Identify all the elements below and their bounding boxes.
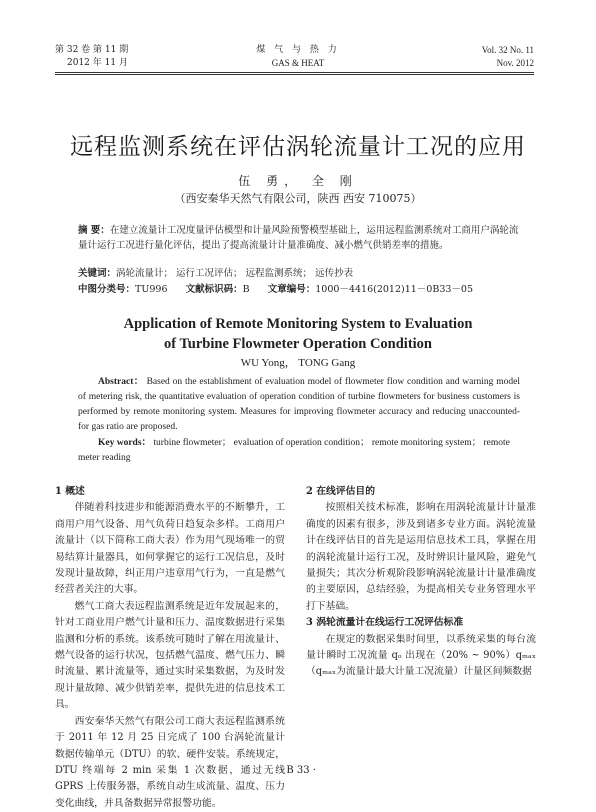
abstract-en-label: Abstract： — [98, 377, 144, 387]
section-1-para-3: 西安秦华天然气有限公司工商大表远程监测系统于 2011 年 12 月 25 日完成了 100 台涡轮流量计数据传输单元（DTU）的软、硬件安装。系统规定，DTU 终端每 2 min 采集 1 次数据，通过无线 GPRS 上传服务器，系统自动生成流量、温度、压力变化曲线，并具备数据异常报警功能。 — [55, 715, 285, 809]
article-no-label: 文章编号： — [267, 284, 316, 295]
body-column-right — [306, 484, 536, 681]
header-journal-cn: 煤 气 与 热 力 — [256, 45, 340, 55]
header-rule-bottom — [55, 74, 534, 75]
section-1-title: 1 概述 — [55, 486, 85, 497]
keywords-en-label: Key words： — [98, 438, 152, 448]
authors-en: WU Yong， TONG Gang — [240, 357, 356, 369]
clc-label: 中图分类号： — [78, 284, 136, 295]
abstract-cn-label: 摘 要： — [78, 225, 110, 236]
header-volume-cn: 第 32 卷 第 11 期 — [55, 45, 129, 55]
keywords-en-text: turbine flowmeter； evaluation of operation condition； remote monitoring system； remote meter reading — [78, 438, 510, 463]
keywords-en — [78, 436, 520, 466]
title-en-line1: Application of Remote Monitoring System to Evaluation — [123, 316, 473, 332]
section-3-para-1: 在规定的数据采集时间里，以系统采集的每台流量计瞬时工况流量 qₒ 出现在（20% ~ 90%）qₘₐₓ（qₘₐₓ为流量计最大计量工况流量）计量区间频数据 — [306, 633, 536, 678]
body-column-left — [55, 484, 285, 809]
page-title: 远程监测系统在评估涡轮流量计工况的应用 — [70, 134, 526, 160]
authors-cn: 伍 勇， 全 刚 — [238, 174, 358, 188]
keywords-cn-text: 涡轮流量计； 运行工况评估； 远程监测系统； 远传抄表 — [116, 268, 354, 279]
affiliation-cn: （西安秦华天然气有限公司，陕西 西安 710075） — [174, 192, 422, 205]
section-1-para-2: 燃气工商大表远程监测系统是近年发展起来的，针对工商业用户燃气计量和压力、温度数据进行采集监测和分析的系统。该系统可随时了解在用流量计、燃气设备的运行状况，包括燃气温度、燃气压力、瞬时流量、累计流量等，通过实时采集数据，为及时发现计量故障、减少供销差率，提供先进的信息技术工具。 — [55, 600, 285, 711]
page-number: · B 33 · — [280, 765, 316, 776]
title-en-line2: of Turbine Flowmeter Operation Condition — [164, 336, 432, 352]
doc-code-value: B — [242, 284, 250, 295]
abstract-cn — [78, 223, 520, 253]
title-en — [0, 314, 596, 354]
section-2-title: 2 在线评估目的 — [306, 486, 376, 497]
clc-value: TU996 — [135, 284, 168, 295]
header-volume-en: Vol. 32 No. 11 — [481, 45, 534, 55]
header-date-en: Nov. 2012 — [496, 58, 534, 68]
abstract-en-text: Based on the establishment of evaluation model of flowmeter flow condition and warning model of metering risk, the quantitative evaluation of operation condition of turbine flowmeters for business customers is performed by remote monitoring system. Measures for improving flowmeter accuracy and reducing unaccounted-for gas ratio are proposed. — [78, 377, 520, 432]
classification — [78, 282, 520, 297]
keywords-cn-label: 关键词： — [78, 268, 117, 279]
header-volume-en-block — [482, 44, 534, 70]
header-date-cn: 2012 年 11 月 — [67, 58, 128, 68]
header-journal-en: GAS & HEAT — [271, 58, 325, 68]
section-2-para-1: 按照相关技术标准，影响在用涡轮流量计计量准确度的因素有很多，涉及到诸多专业方面。涡轮流量计在线评估目的首先是运用信息技术工具，掌握在用的涡轮流量计运行工况，及时辨识计量风险，避免气量损失；其次分析观阶段影响涡轮流量计计量准确度的主要原因，总结经验，为提高相关专业务管理水平打下基础。 — [306, 502, 536, 612]
abstract-en — [78, 375, 520, 435]
header-rule-top — [55, 72, 534, 73]
abstract-cn-text: 在建立流量计工况度量评估模型和计量风险预警模型基础上，运用远程监测系统对工商用户涡轮流量计运行工况进行量化评估，提出了提高流量计计量准确度、减小燃气供销差率的措施。 — [78, 225, 519, 251]
keywords-cn — [78, 266, 520, 281]
doc-code-label: 文献标识码： — [185, 284, 243, 295]
section-3-title: 3 涡轮流量计在线运行工况评估标准 — [306, 617, 464, 629]
article-no-value: 1000－4416(2012)11－0B33－05 — [315, 284, 473, 295]
section-1-para-1: 伴随着科技进步和能源消费水平的不断攀升，工商用户用气设备、用气负荷日趋复杂多样。工商用户流量计（以下简称工商大表）作为用气现场唯一的贸易结算计量器具，如何掌握它的运行工况信息，及时发现计量故障，纠正用户违章用气行为，一直是燃气经营者关注的大事。 — [55, 502, 285, 596]
